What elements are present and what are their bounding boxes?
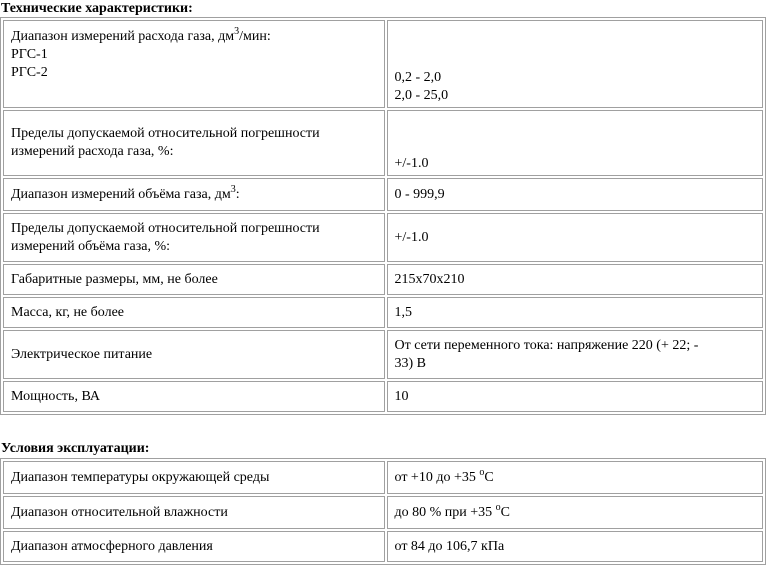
value-text: до 80 % при +35 [394, 504, 496, 520]
table-row [3, 110, 763, 176]
operating-conditions-table [0, 458, 766, 565]
param-text: измерений объёма газа, %: [11, 238, 171, 254]
value-text: C [500, 504, 511, 520]
value-cell-gas-flow-range [387, 20, 764, 108]
param-text: измерений расхода газа, %: [11, 144, 174, 159]
value-text: От сети переменного тока: напряжение 220 (+ 22; - [394, 337, 699, 353]
value-text: 0,2 - 2,0 [394, 70, 442, 85]
param-cell-flow-error [3, 110, 385, 176]
degree-superscript: o [479, 466, 485, 478]
tech-specs-heading: Технические характеристики: [1, 1, 193, 16]
value-cell-dimensions: 215x70x210 [387, 264, 764, 295]
param-cell-humidity: Диапазон относительной влажности [3, 496, 385, 529]
table-row [3, 297, 763, 328]
value-cell-flow-error: +/-1.0 [387, 110, 764, 176]
value-text: 2,0 - 25,0 [394, 88, 449, 103]
value-text: C [484, 469, 494, 485]
param-cell-gas-flow-range [3, 20, 385, 108]
value-text: 33) В [394, 355, 426, 371]
param-text: Пределы допускаемой относительной погрешности [11, 126, 320, 141]
param-cell-volume-range [3, 178, 385, 211]
degree-superscript: o [495, 501, 501, 513]
param-text: РГС-1 [11, 47, 48, 62]
value-cell-mass: 1,5 [387, 297, 764, 328]
value-cell-power-supply [387, 330, 764, 379]
table-row [3, 330, 763, 379]
table-row [3, 178, 763, 211]
value-cell-volume-error: +/-1.0 [387, 213, 764, 262]
param-text: Диапазон измерений расхода газа, дм [11, 29, 235, 44]
table-row [3, 496, 763, 529]
value-cell-temperature [387, 461, 764, 494]
table-row [3, 264, 763, 295]
param-cell-power-supply: Электрическое питание [3, 330, 385, 379]
table-row [3, 213, 763, 262]
table-row [3, 531, 763, 562]
param-cell-power: Мощность, ВА [3, 381, 385, 412]
param-cell-temperature: Диапазон температуры окружающей среды [3, 461, 385, 494]
param-cell-pressure: Диапазон атмосферного давления [3, 531, 385, 562]
param-cell-mass: Масса, кг, не более [3, 297, 385, 328]
param-text: : [235, 186, 240, 202]
table-row [3, 381, 763, 412]
param-text: Пределы допускаемой относительной погрешности [11, 220, 320, 236]
value-cell-volume-range: 0 - 999,9 [387, 178, 764, 211]
value-cell-humidity [387, 496, 764, 529]
superscript: 3 [230, 183, 236, 195]
param-text: Диапазон измерений объёма газа, дм [11, 186, 231, 202]
param-text: /мин: [239, 29, 271, 44]
table-row [3, 461, 763, 494]
table-row [3, 20, 763, 108]
tech-specs-table [0, 17, 766, 415]
superscript: 3 [234, 26, 240, 37]
value-cell-power: 10 [387, 381, 764, 412]
value-cell-pressure: от 84 до 106,7 кПа [387, 531, 764, 562]
param-text: РГС-2 [11, 65, 48, 80]
param-cell-dimensions: Габаритные размеры, мм, не более [3, 264, 385, 295]
param-cell-volume-error [3, 213, 385, 262]
value-text: от +10 до +35 [394, 469, 480, 485]
operating-conditions-heading: Условия эксплуатации: [1, 441, 150, 456]
